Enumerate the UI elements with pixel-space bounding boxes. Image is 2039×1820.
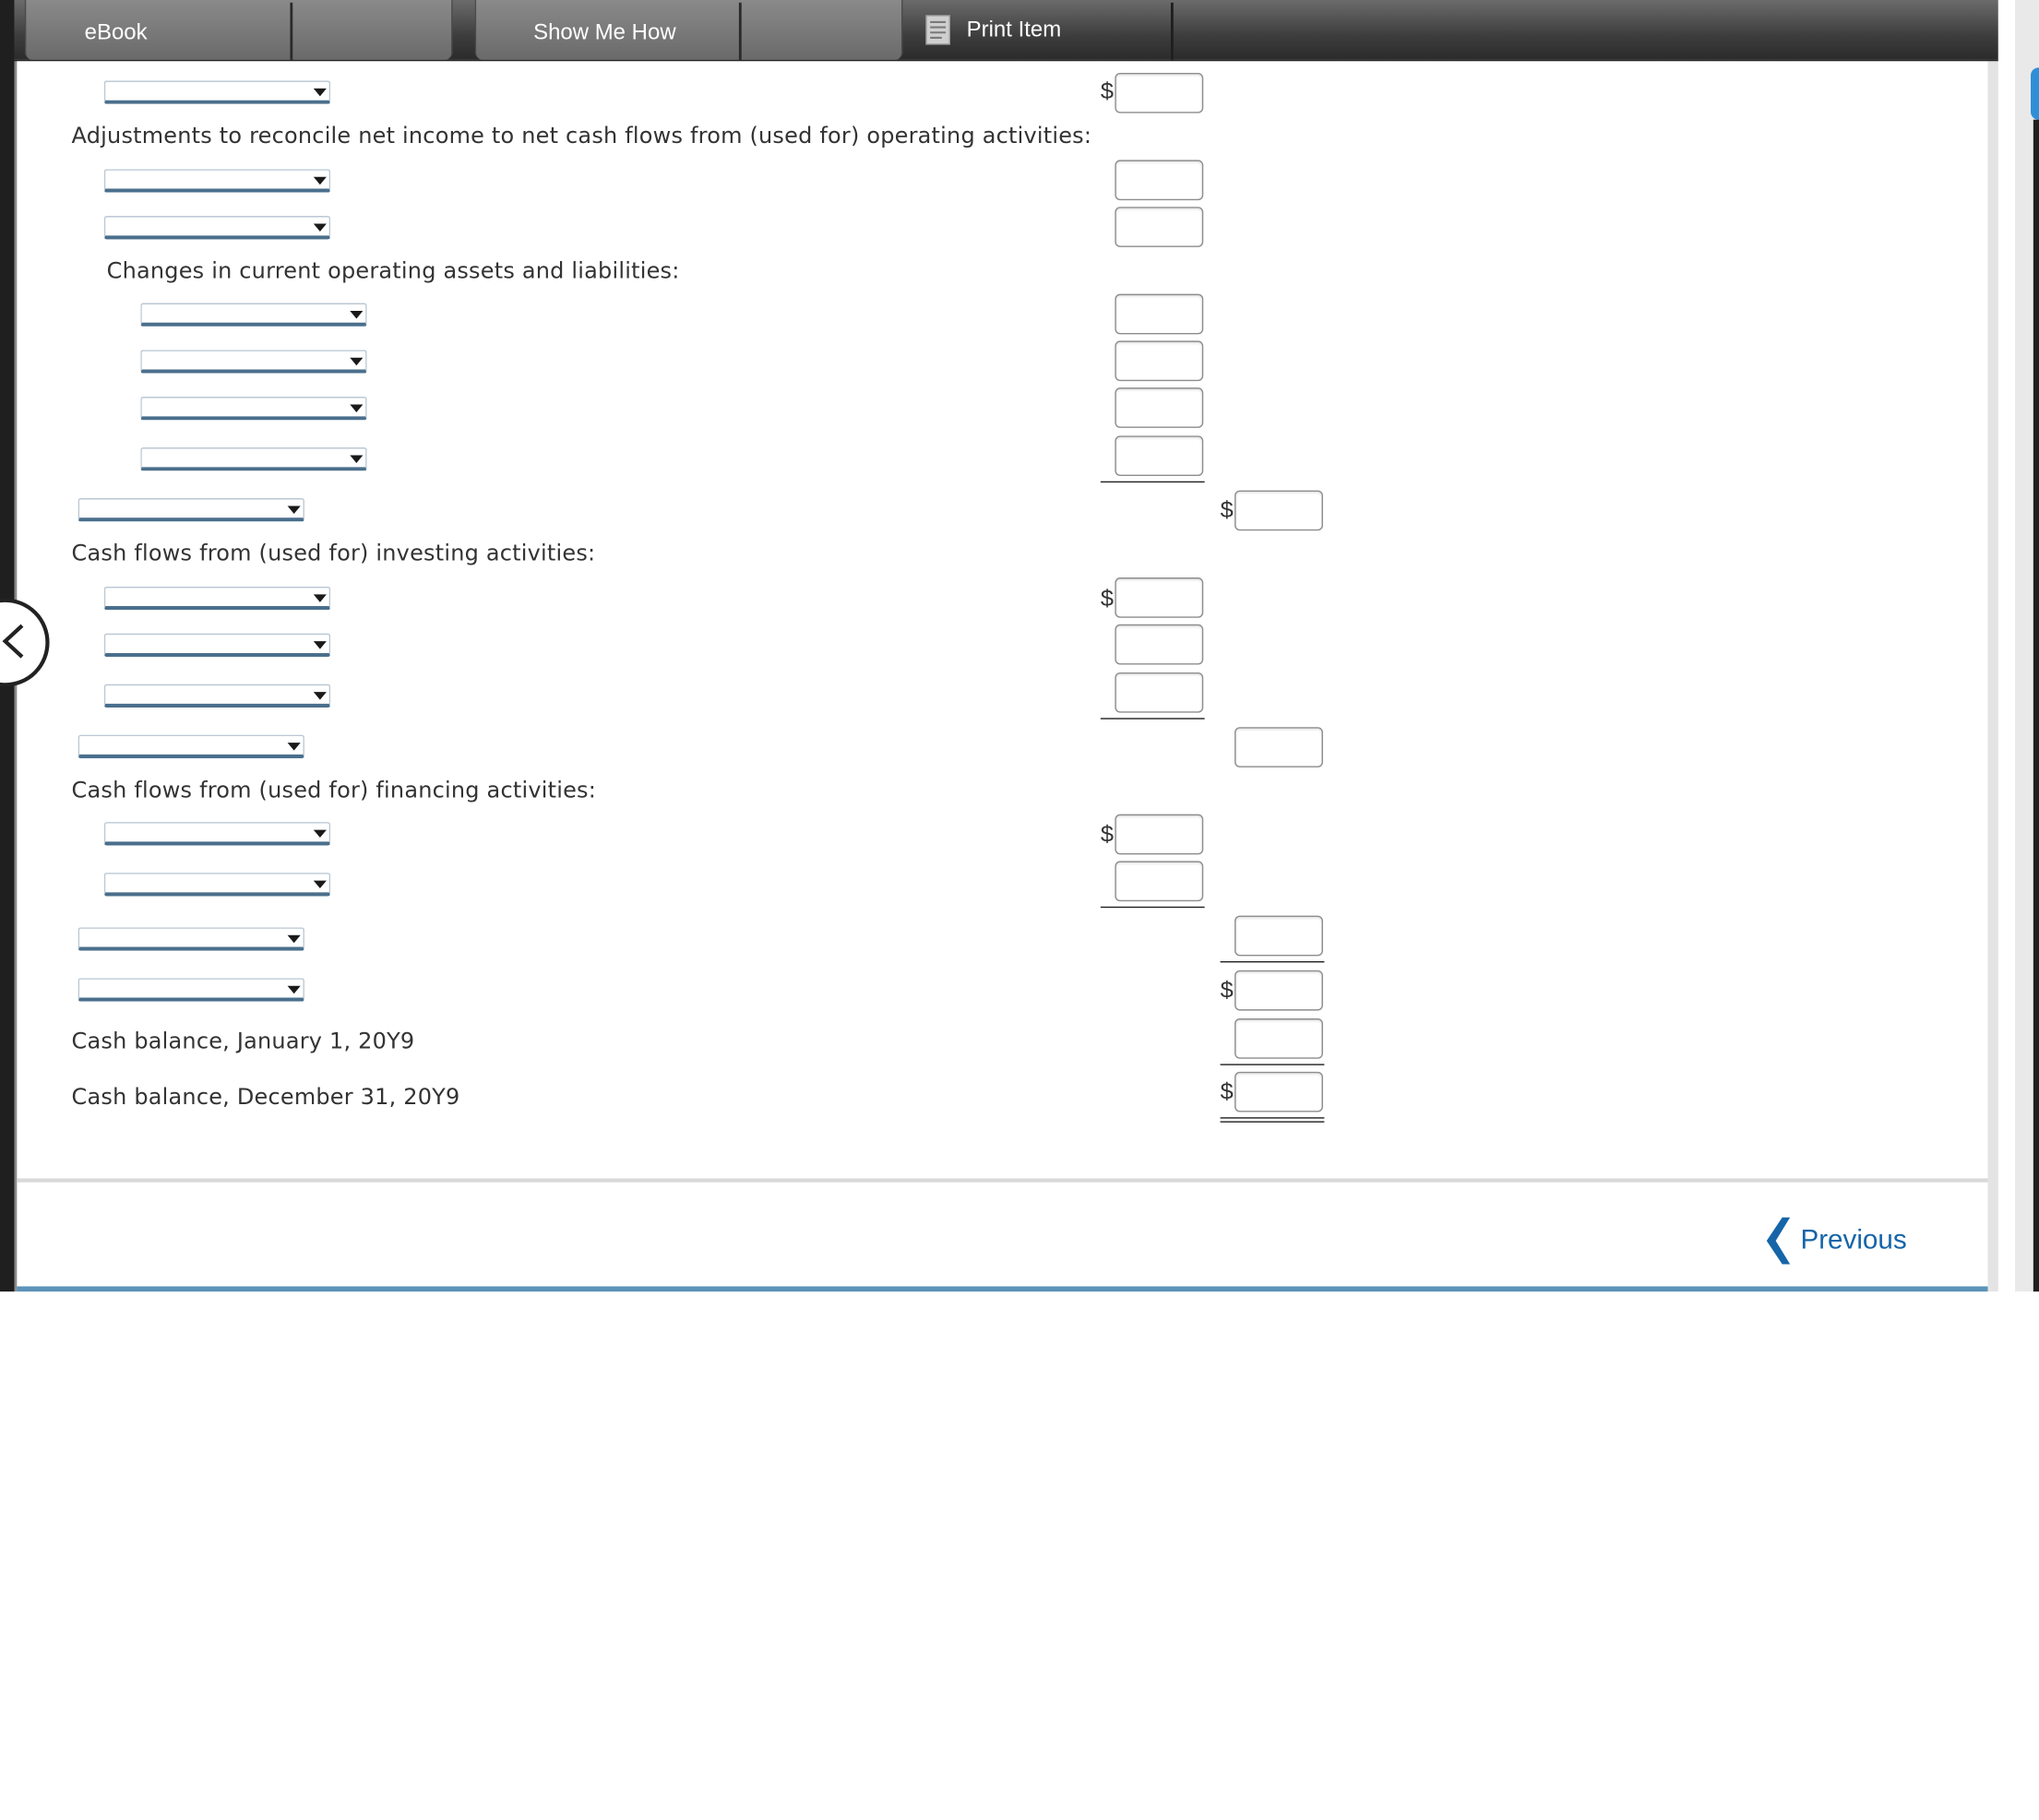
chevron-left-icon — [1764, 1216, 1793, 1266]
investing-heading: Cash flows from (used for) investing activities: — [71, 541, 596, 567]
net-change-input[interactable] — [1234, 970, 1323, 1011]
chevron-down-icon — [314, 594, 327, 601]
tab-show-me-how-label: Show Me How — [533, 19, 676, 44]
chevron-down-icon — [350, 456, 363, 463]
currency-symbol: $ — [1220, 1077, 1234, 1105]
chevron-down-icon — [350, 405, 363, 412]
investing-select[interactable] — [104, 587, 330, 610]
tab-ebook-label: eBook — [84, 19, 148, 44]
financing-heading: Cash flows from (used for) financing activities: — [71, 778, 597, 804]
investing-select[interactable] — [104, 684, 330, 708]
chevron-down-icon — [288, 935, 301, 943]
subtotal-rule — [1101, 907, 1205, 908]
currency-symbol: $ — [1100, 585, 1114, 612]
chevron-down-icon — [288, 506, 301, 513]
double-rule-top — [1221, 1117, 1325, 1118]
currency-symbol: $ — [1220, 496, 1234, 523]
cash-begin-label: Cash balance, January 1, 20Y9 — [71, 1029, 415, 1055]
chevron-down-icon — [314, 881, 327, 888]
right-frame-bar — [2033, 120, 2039, 1291]
chevron-down-icon — [288, 986, 301, 993]
footer-bottom-bar — [17, 1286, 1987, 1291]
chevron-down-icon — [314, 830, 327, 838]
chevron-down-icon — [314, 692, 327, 699]
adjustment-input[interactable] — [1115, 160, 1203, 200]
change-select[interactable] — [140, 397, 366, 420]
chevron-left-icon — [1, 622, 24, 660]
footer-divider — [17, 1178, 1987, 1182]
tab-divider — [739, 3, 742, 60]
chevron-down-icon — [350, 358, 363, 365]
change-select[interactable] — [140, 350, 366, 373]
changes-heading: Changes in current operating assets and liabilities: — [106, 258, 680, 285]
tab-ebook[interactable] — [25, 0, 453, 60]
financing-total-input[interactable] — [1234, 916, 1323, 957]
cash-begin-input[interactable] — [1234, 1018, 1323, 1059]
financing-select[interactable] — [104, 873, 330, 896]
adjustment-select[interactable] — [104, 169, 330, 192]
chevron-down-icon — [314, 641, 327, 648]
net-change-select[interactable] — [78, 978, 304, 1001]
financing-input[interactable] — [1115, 861, 1203, 901]
chevron-down-icon — [314, 224, 327, 232]
tab-bar — [15, 0, 1998, 61]
chevron-down-icon — [314, 177, 327, 184]
tab-show-me-how[interactable] — [475, 0, 903, 60]
adjustment-select[interactable] — [104, 216, 330, 239]
print-item-icon — [925, 15, 951, 46]
subtotal-rule — [1101, 718, 1205, 719]
previous-button[interactable] — [1764, 1215, 1907, 1267]
subtotal-rule — [1221, 1064, 1325, 1065]
change-input[interactable] — [1115, 387, 1203, 428]
currency-symbol: $ — [1100, 820, 1114, 847]
chevron-down-icon — [288, 743, 301, 750]
chevron-down-icon — [350, 311, 363, 318]
change-select[interactable] — [140, 447, 366, 470]
operating-adjustments-heading: Adjustments to reconcile net income to net cash flows from (used for) operating activities: — [71, 123, 1092, 150]
investing-input[interactable] — [1115, 672, 1203, 713]
right-gutter-line — [1987, 60, 1997, 1291]
net-income-input[interactable] — [1115, 73, 1203, 113]
investing-input[interactable] — [1115, 577, 1203, 618]
change-input[interactable] — [1115, 294, 1203, 335]
adjustment-input[interactable] — [1115, 207, 1203, 247]
currency-symbol: $ — [1220, 976, 1234, 1004]
financing-total-select[interactable] — [78, 927, 304, 950]
investing-total-select[interactable] — [78, 735, 304, 758]
tab-divider — [1171, 3, 1174, 60]
change-input[interactable] — [1115, 340, 1203, 381]
operating-total-input[interactable] — [1234, 491, 1323, 531]
change-select[interactable] — [140, 303, 366, 327]
operating-total-select[interactable] — [78, 498, 304, 521]
investing-select[interactable] — [104, 634, 330, 657]
tab-print-item[interactable] — [911, 0, 1175, 60]
double-rule-bottom — [1221, 1121, 1325, 1122]
cash-end-label: Cash balance, December 31, 20Y9 — [71, 1084, 460, 1112]
investing-total-input[interactable] — [1234, 727, 1323, 767]
cash-end-input[interactable] — [1234, 1072, 1323, 1112]
currency-symbol: $ — [1100, 77, 1114, 104]
subtotal-rule — [1221, 961, 1325, 962]
change-input[interactable] — [1115, 435, 1203, 476]
financing-select[interactable] — [104, 822, 330, 845]
financing-input[interactable] — [1115, 815, 1203, 855]
previous-label: Previous — [1800, 1225, 1907, 1255]
side-nav-button[interactable] — [0, 599, 50, 687]
right-side-tab[interactable] — [2031, 67, 2039, 119]
investing-input[interactable] — [1115, 625, 1203, 665]
tab-divider — [290, 3, 292, 60]
chevron-down-icon — [314, 89, 327, 96]
net-income-select[interactable] — [104, 80, 330, 103]
tab-print-item-label: Print Item — [966, 17, 1062, 42]
